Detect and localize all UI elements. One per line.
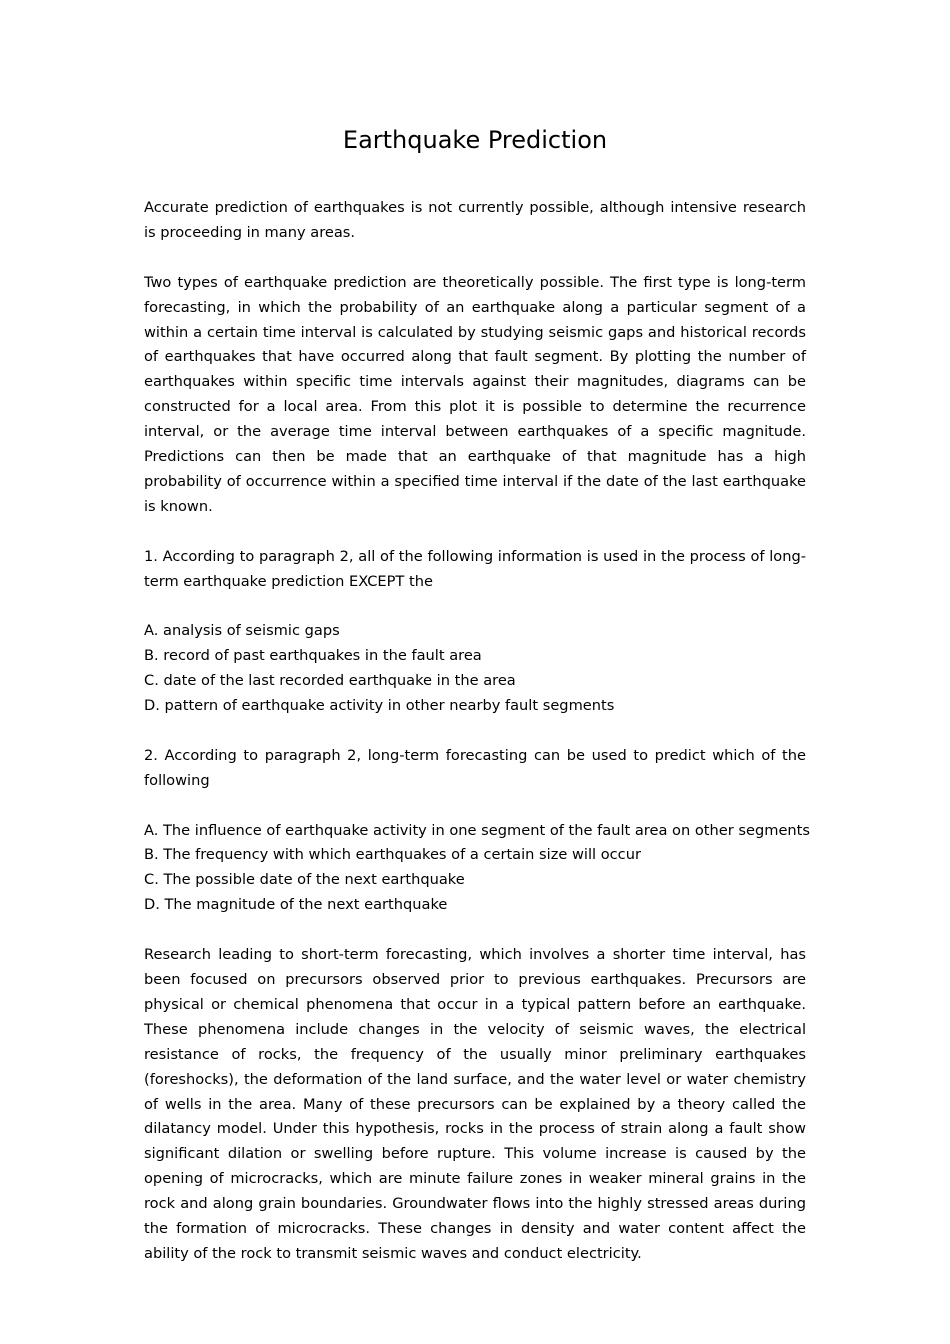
paragraph-3: Research leading to short-term forecasting, which involves a shorter time interval, has been focused on precursors observed prior to previous earthquakes. Precursors are physical or chemical phenomena that occur in a typical pattern before an earthquake. These phenomena include changes in the velocity of seismic waves, the electrical resistance of rocks, the frequency of the usually minor preliminary earthquakes (foreshocks), the deformation of the land surface, and the water level or water chemistry of wells in the area. Many of these precursors can be explained by a theory called the dilatancy model. Under this hypothesis, rocks in the process of strain along a fault show significant dilation or swelling before rupture. This volume increase is caused by the opening of microcracks, which are minute failure zones in weaker mineral grains in the rock and along grain boundaries. Groundwater flows into the highly stressed areas during the formation of microcracks. These changes in density and water content affect the ability of the rock to transmit seismic waves and conduct electricity. <box>144 946 806 1262</box>
question-2-options <box>144 819 810 919</box>
question-1-options <box>144 619 806 719</box>
question-1-option-a: A. analysis of seismic gaps <box>144 622 340 640</box>
paragraph-2: Two types of earthquake prediction are theoretically possible. The first type is long-term forecasting, in which the probability of an earthquake along a particular segment of a within a certain time interval is calculated by studying seismic gaps and historical records of earthquakes that have occurred along that fault segment. By plotting the number of earthquakes within specific time intervals against their magnitudes, diagrams can be constructed for a local area. From this plot it is possible to determine the recurrence interval, or the average time interval between earthquakes of a specific magnitude. Predictions can then be made that an earthquake of that magnitude has a high probability of occurrence within a specified time interval if the date of the last earthquake is known. <box>144 273 806 515</box>
question-1-option-b: B. record of past earthquakes in the fault area <box>144 647 482 665</box>
question-2-stem: 2. According to paragraph 2, long-term forecasting can be used to predict which of the following <box>144 746 806 789</box>
question-2-option-b: B. The frequency with which earthquakes of a certain size will occur <box>144 846 641 864</box>
question-1-option-c: C. date of the last recorded earthquake in the area <box>144 672 516 690</box>
question-1-option-d: D. pattern of earthquake activity in other nearby fault segments <box>144 697 615 715</box>
question-1-stem: 1. According to paragraph 2, all of the following information is used in the process of long-term earthquake prediction EXCEPT the <box>144 547 806 590</box>
page-title: Earthquake Prediction <box>342 126 608 154</box>
question-2-option-c: C. The possible date of the next earthquake <box>144 871 465 889</box>
question-2-option-a: A. The influence of earthquake activity in one segment of the fault area on other segments <box>144 821 810 839</box>
paragraph-1: Accurate prediction of earthquakes is not currently possible, although intensive research is proceeding in many areas. <box>144 199 806 241</box>
question-2-option-d: D. The magnitude of the next earthquake <box>144 896 448 914</box>
document-body <box>144 196 810 1292</box>
